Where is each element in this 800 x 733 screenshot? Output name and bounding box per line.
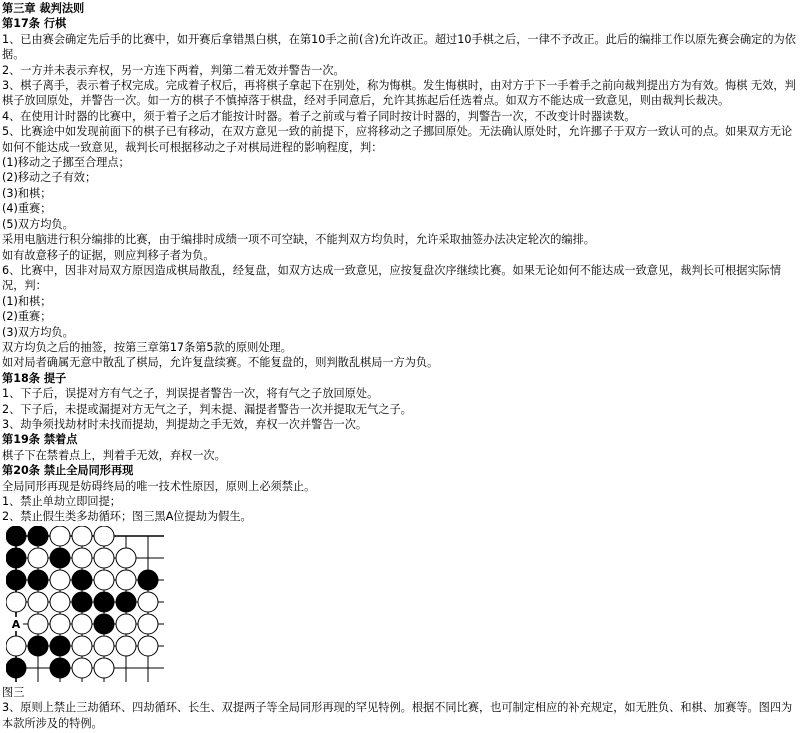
white-stone	[50, 526, 70, 546]
paragraph: 2、下子后，未提或漏提对方无气之子，判未提、漏提者警告一次并提取无气之子。	[2, 402, 412, 416]
white-stone	[72, 636, 92, 656]
white-stone	[50, 570, 70, 590]
white-stone	[28, 614, 48, 634]
list-item: (3)和棋；	[2, 186, 52, 200]
white-stone	[138, 592, 158, 612]
paragraph: 采用电脑进行积分编排的比赛，由于编排时成绩一项不可空缺，不能判双方均负时，允许采取抽签办法决定轮次的编排。	[2, 233, 595, 247]
paragraph: 3、原则上禁止三劫循环、四劫循环、长生、双提两子等全局同形再现的罕见特例。根据不同比赛，也可制定相应的补充规定，如无胜负、和棋、加赛等。图四为本款所涉及的特例。	[2, 701, 793, 730]
article-19	[2, 432, 796, 463]
white-stone	[72, 526, 92, 546]
list-item: (3)双方均负。	[2, 325, 74, 339]
paragraph: 5、比赛途中如发现前面下的棋子已有移动，在双方意见一致的前提下，应将移动之子挪回原处。无法确认原处时，允许挪子于双方一致认可的点。如果双方无论如何不能达成一致意见，裁判长可根据移动之子对棋局进程的影响程度，判：	[2, 125, 793, 154]
white-stone	[116, 548, 136, 568]
article-heading: 第17条 行棋	[2, 17, 67, 31]
paragraph: 3、劫争须找劫材时未找而提劫，判提劫之手无效，弃权一次并警告一次。	[2, 417, 368, 431]
paragraph: 如对局者确属无意中散乱了棋局，允许复盘续赛。不能复盘的，则判散乱棋局一方为负。	[2, 356, 439, 370]
white-stone	[6, 592, 26, 612]
list-item: (5)双方均负。	[2, 217, 74, 231]
chapter-title: 第三章 裁判法则	[2, 2, 85, 15]
point-label-a: A	[11, 617, 21, 631]
black-stone	[72, 570, 92, 590]
paragraph: 双方均负之后的抽签，按第三章第17条第5款的原则处理。	[2, 340, 292, 354]
paragraph: 棋子下在禁着点上，判着手无效，弃权一次。	[2, 448, 226, 462]
list-item: (2)重赛；	[2, 310, 52, 324]
black-stone	[6, 526, 26, 546]
go-board-figure	[6, 526, 166, 684]
paragraph: 6、比赛中，因非对局双方原因造成棋局散乱，经复盘，如双方达成一致意见，应按复盘次序继续比赛。如果无论如何不能达成一致意见，裁判长可根据实际情况，判：	[2, 263, 782, 293]
white-stone	[72, 548, 92, 568]
list-item: (1)和棋；	[2, 294, 52, 308]
figure-caption: 图三	[2, 685, 25, 699]
paragraph: 1、禁止单劫立即回提；	[2, 495, 121, 508]
black-stone	[72, 592, 92, 612]
article-heading: 第20条 禁止全局同形再现	[2, 464, 134, 478]
black-stone	[6, 570, 26, 590]
black-stone	[116, 592, 136, 612]
black-stone	[50, 636, 70, 656]
paragraph: 2、一方并未表示弃权，另一方连下两着，判第二着无效并警告一次。	[2, 63, 345, 77]
black-stone	[138, 570, 158, 590]
white-stone	[94, 570, 114, 590]
white-stone	[94, 636, 114, 656]
black-stone	[28, 570, 48, 590]
black-stone	[50, 658, 70, 678]
black-stone	[6, 658, 26, 678]
white-stone	[28, 548, 48, 568]
article-heading: 第18条 提子	[2, 371, 67, 385]
article-heading: 第19条 禁着点	[2, 433, 78, 447]
paragraph: 1、下子后，误提对方有气之子，判误提者警告一次，将有气之子放回原处。	[2, 387, 379, 401]
white-stone	[94, 658, 114, 678]
black-stone	[50, 548, 70, 568]
white-stone	[138, 614, 158, 634]
article-17	[2, 16, 796, 370]
paragraph: 3、棋子离手，表示着子权完成。完成着子权后，再将棋子拿起下在别处，称为悔棋。发生悔棋时，由对方于下一手着手之前向裁判提出方为有效。悔棋 无效，判棋子放回原处，并警告一次。如一方的棋子不慎掉落于棋盘，经对手同意后，允许其拣起后任选着点。如双方不能达成一致意见，则由裁判长裁决。	[2, 79, 796, 108]
paragraph: 2、禁止假生类多劫循环；图三黑A位提劫为假生。	[2, 510, 252, 524]
article-20	[2, 463, 796, 731]
white-stone	[116, 570, 136, 590]
white-stone	[72, 614, 92, 634]
black-stone	[28, 526, 48, 546]
white-stone	[50, 592, 70, 612]
white-stone	[116, 636, 136, 656]
white-stone	[6, 636, 26, 656]
list-item: (2)移动之子有效；	[2, 171, 97, 185]
white-stone	[94, 548, 114, 568]
black-stone	[94, 614, 114, 634]
document	[2, 1, 796, 731]
paragraph: 1、已由赛会确定先后手的比赛中，如开赛后拿错黑白棋，在第10手之前(含)允许改正。超过10手棋之后，一律不予改正。此后的编排工作以原先赛会确定的为依据。	[2, 32, 796, 62]
white-stone	[94, 526, 114, 546]
list-item: (4)重赛；	[2, 202, 52, 216]
article-18	[2, 371, 796, 433]
go-board	[6, 526, 166, 684]
list-item: (1)移动之子挪至合理点；	[2, 156, 130, 170]
black-stone	[6, 548, 26, 568]
white-stone	[138, 636, 158, 656]
black-stone	[28, 636, 48, 656]
paragraph: 全局同形再现是妨碍终局的唯一技术性原因，原则上必须禁止。	[2, 479, 316, 493]
white-stone	[50, 614, 70, 634]
paragraph: 4、在使用计时器的比赛中，须于着子之后才能按计时器。着子之前或与着子同时按计时器的，判警告一次，不改变计时器读数。	[2, 109, 636, 123]
white-stone	[116, 614, 136, 634]
black-stone	[94, 592, 114, 612]
white-stone	[28, 592, 48, 612]
paragraph: 如有故意移子的证据，则应判移子者为负。	[2, 248, 215, 262]
white-stone	[72, 658, 92, 678]
